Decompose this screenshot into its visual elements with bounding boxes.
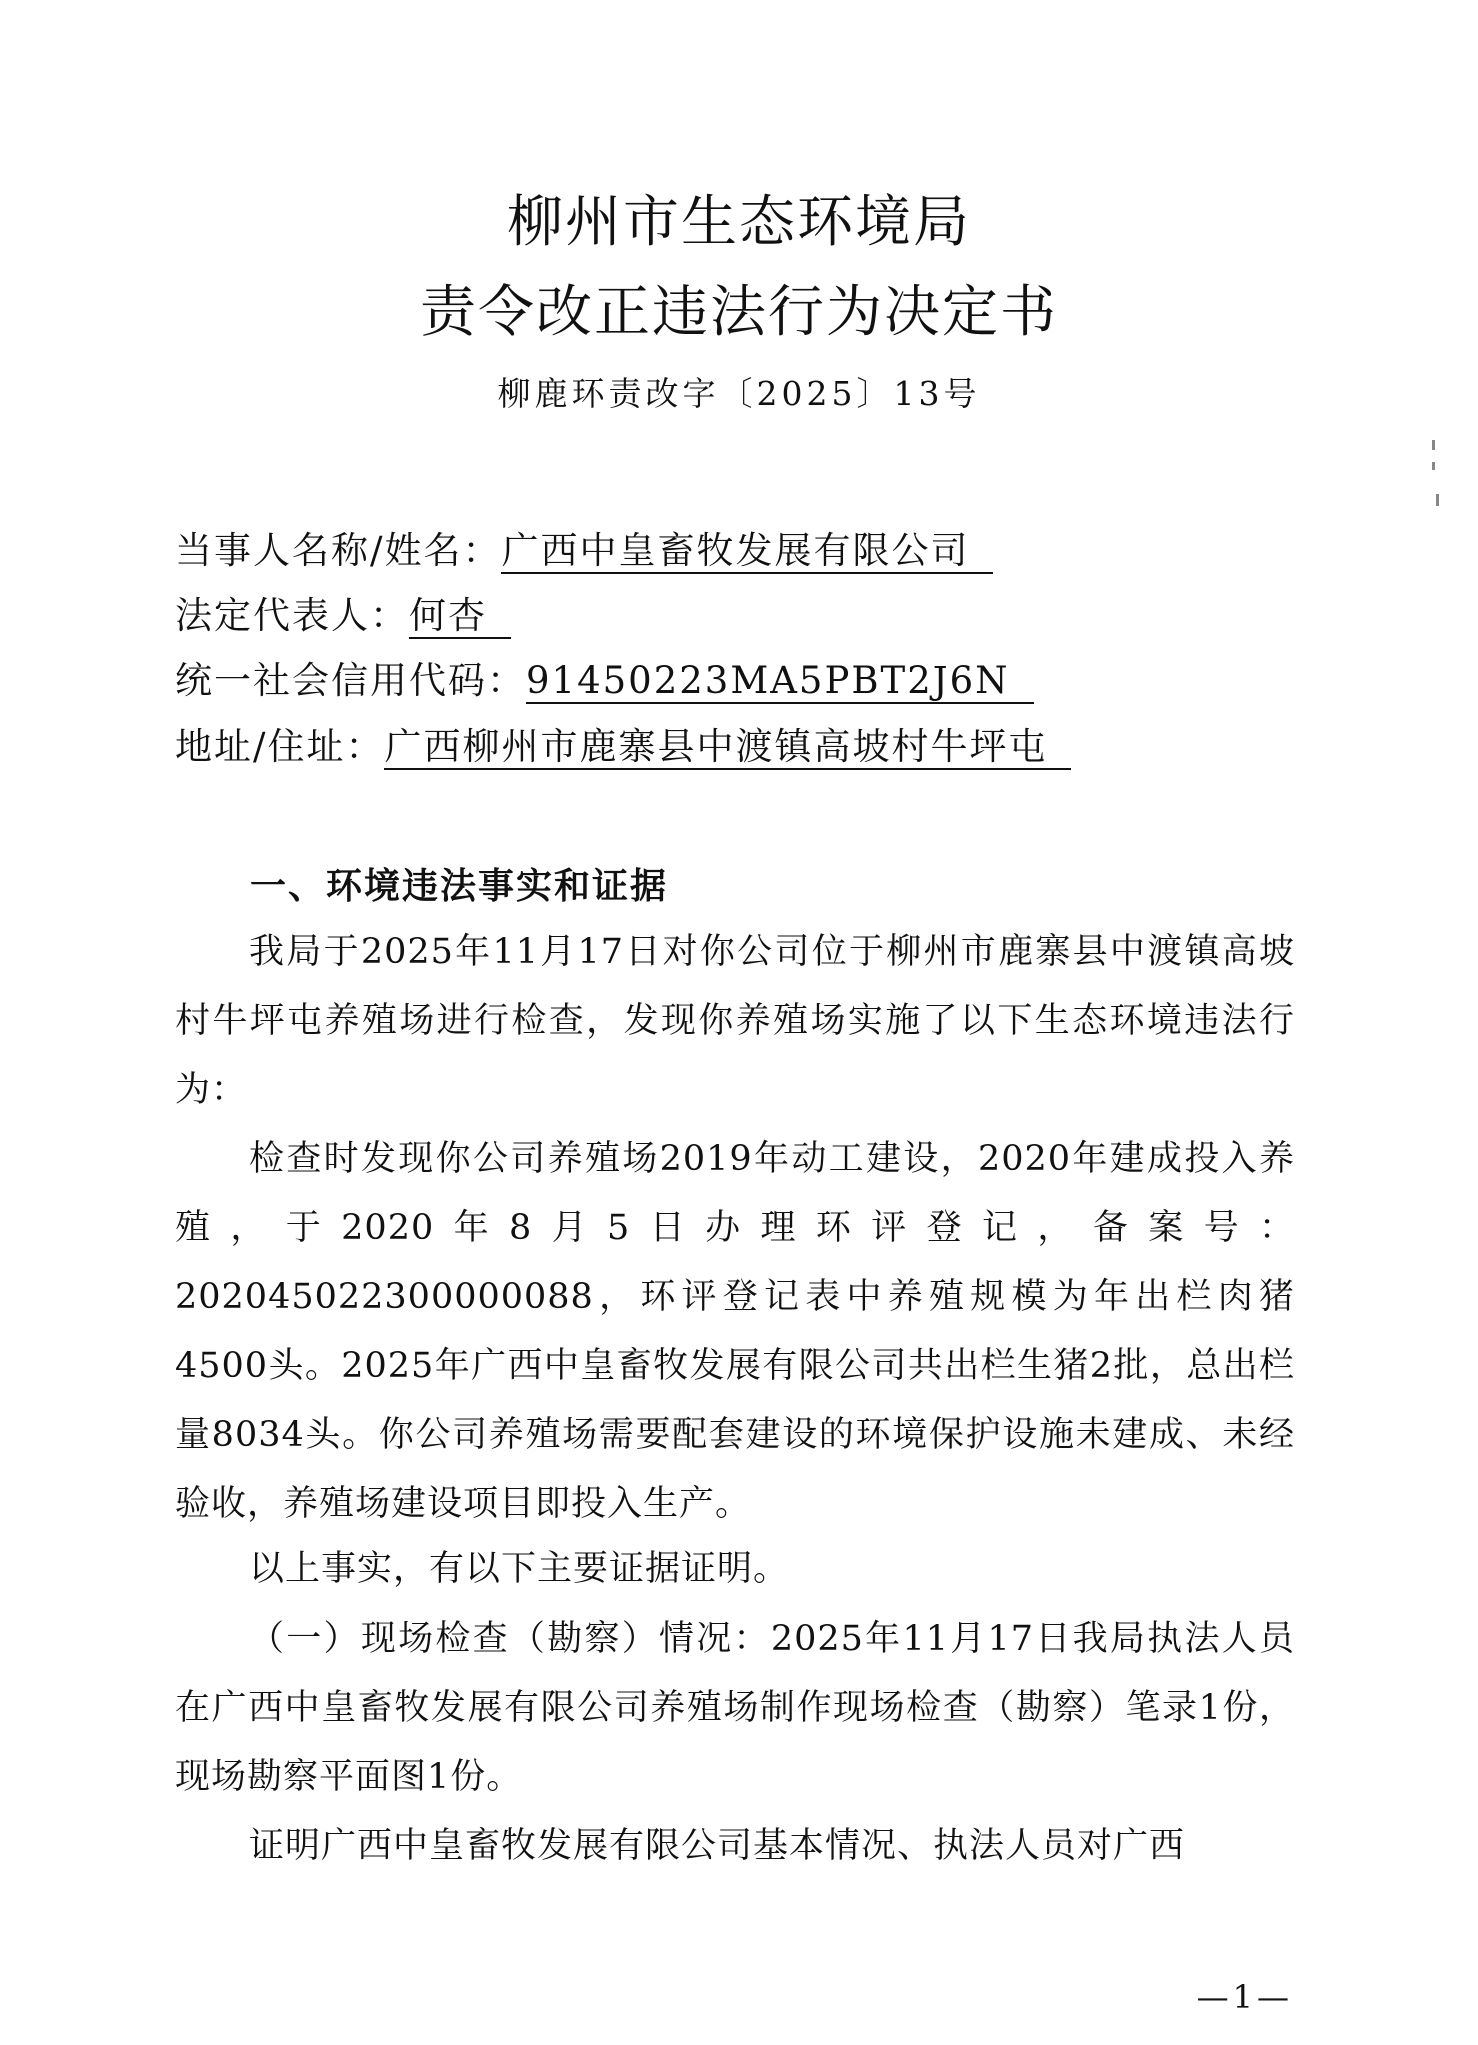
paragraph-inspection: 我局于2025年11月17日对你公司位于柳州市鹿寨县中渡镇高坡村牛坪屯养殖场进行检查，发现你养殖场实施了以下生态环境违法行为： bbox=[175, 932, 1295, 1110]
legal-representative-value: 何杏 bbox=[409, 594, 511, 639]
paragraph-evidence-item1: （一）现场检查（勘察）情况：2025年11月17日我局执法人员在广西中皇畜牧发展有限公司养殖场制作现场检查（勘察）笔录1份，现场勘察平面图1份。 bbox=[175, 1619, 1295, 1797]
credit-code-value: 91450223MA5PBT2J6N bbox=[526, 659, 1034, 704]
legal-representative-label: 法定代表人： bbox=[175, 594, 409, 637]
paragraph-violation-facts: 检查时发现你公司养殖场2019年动工建设，2020年建成投入养殖，于2020年8月5日办理环评登记，备案号：202045022300000088，环评登记表中养殖规模为年出栏肉猪4500头。2025年广西中皇畜牧发展有限公司共出栏生猪2批，总出栏量8034头。你公司养殖场需要配套建设的环境保护设施未建成、未经验收，养殖场建设项目即投入生产。 bbox=[175, 1139, 1295, 1524]
legal-representative-field bbox=[175, 585, 511, 639]
document-title-line1: 柳州市生态环境局 bbox=[507, 190, 971, 255]
section-heading: 一、环境违法事实和证据 bbox=[250, 866, 669, 907]
address-value: 广西柳州市鹿寨县中渡镇高坡村牛坪屯 bbox=[384, 725, 1071, 770]
credit-code-field bbox=[175, 650, 1034, 704]
party-name-value: 广西中皇畜牧发展有限公司 bbox=[501, 529, 993, 574]
document-title-line2: 责令改正违法行为决定书 bbox=[420, 280, 1058, 345]
scan-mark bbox=[1432, 462, 1435, 470]
address-label: 地址/住址： bbox=[175, 725, 385, 768]
paragraph-evidence-intro: 以上事实，有以下主要证据证明。 bbox=[249, 1549, 790, 1589]
scan-mark bbox=[1432, 440, 1435, 450]
scan-mark bbox=[1436, 494, 1439, 506]
credit-code-label: 统一社会信用代码： bbox=[175, 659, 526, 702]
party-name-field bbox=[175, 520, 993, 574]
page-number: —1— bbox=[1196, 1978, 1293, 2016]
address-field bbox=[175, 716, 1071, 770]
document-number: 柳鹿环责改字〔2025〕13号 bbox=[497, 374, 981, 413]
party-name-label: 当事人名称/姓名： bbox=[175, 529, 502, 572]
paragraph-evidence-proof: 证明广西中皇畜牧发展有限公司基本情况、执法人员对广西 bbox=[249, 1826, 1186, 1866]
